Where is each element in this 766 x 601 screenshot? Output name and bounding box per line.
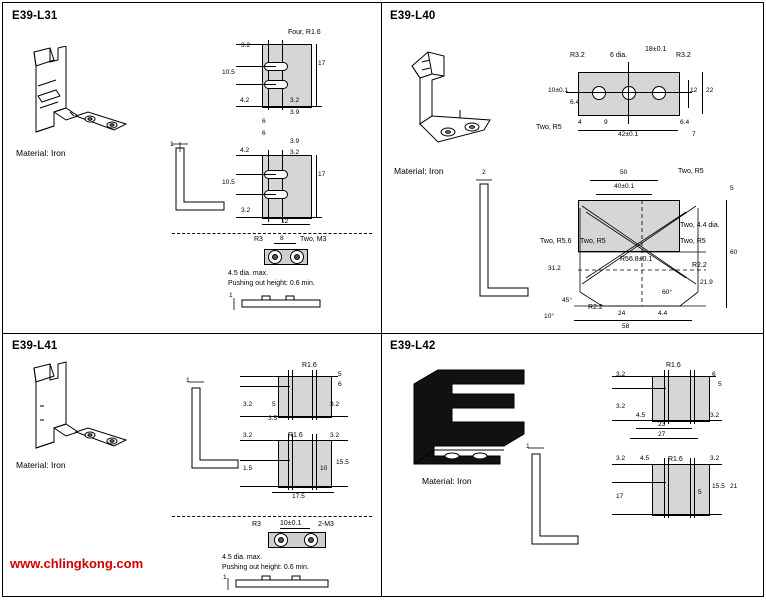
- side-view-e39-l41: [178, 378, 248, 478]
- plate-top-centerline2-e39-l31: [282, 40, 283, 110]
- pin-bot-1-e39-l41: [288, 434, 289, 490]
- note-two-44dia-e39-l40: Two, 4.4 dia.: [680, 222, 720, 229]
- border-middle-vertical: [381, 2, 382, 597]
- dim-e39-l40-22: 22: [706, 87, 714, 94]
- dim-e39-l42-45-b: 4.5: [640, 455, 650, 462]
- dim-e39-l31-17-top: 17: [318, 60, 326, 67]
- ext-bot-c-e39-l41: [240, 486, 348, 487]
- boss-side-view-e39-l31: [228, 292, 328, 316]
- dim-e39-l40-50: 50: [620, 169, 628, 176]
- dim-e39-l31-42-bot: 4.2: [240, 147, 250, 154]
- dim-e39-l42-6: 6: [712, 371, 716, 378]
- note-6dia-e39-l40: 6 dia.: [610, 52, 628, 59]
- dim-e39-l41-10: 10: [320, 465, 328, 472]
- boss-side-view-e39-l41: [222, 574, 332, 596]
- dim-e39-l42-side-1: 1: [526, 443, 530, 450]
- note-r22-right-e39-l40: R2.2: [692, 262, 707, 269]
- dim-e39-l41-5-a: 5: [272, 401, 276, 408]
- separator-dashed-e39-l31: [172, 233, 372, 234]
- pin-top-4-e39-l42: [694, 370, 695, 424]
- dim-e39-l41-32-d: 3.2: [330, 432, 340, 439]
- dim-e39-l41-6: 6: [338, 381, 342, 388]
- note-two-r5-bottom-e39-l40: Two, R5: [536, 124, 562, 131]
- material-label-e39-l31: Material: Iron: [16, 148, 66, 158]
- quadrant-title-e39-l40: E39-L40: [390, 10, 436, 22]
- border-right: [763, 2, 764, 597]
- ext-top-a-e39-l41: [240, 376, 338, 377]
- dimline-22-e39-l40: [702, 72, 703, 114]
- plate-bottom-e39-l41: [278, 440, 332, 488]
- dim-e39-l42-32-c: 3.2: [710, 412, 720, 419]
- ext-bot-b-e39-l41: [240, 460, 290, 461]
- dim-e39-l42-32-d: 3.2: [616, 455, 626, 462]
- watermark: www.chlingkong.com: [10, 556, 144, 571]
- dim-e39-l41-155: 15.5: [336, 459, 349, 466]
- dim-e39-l31-side-1: 1: [170, 141, 174, 148]
- dim-e39-l41-boss-1: 1: [223, 574, 227, 581]
- hole-right-e39-l40: [652, 86, 666, 100]
- dim-e39-l42-17: 17: [616, 493, 624, 500]
- material-label-e39-l40: Material: Iron: [394, 166, 444, 176]
- ext-bot-b-e39-l42: [612, 482, 666, 483]
- note-10pm01-e39-l41: 10±0.1: [280, 520, 302, 527]
- dim-e39-l42-32-b: 3.2: [616, 403, 626, 410]
- note-two-r5-top-e39-l40: Two, R5: [678, 168, 704, 175]
- dim-e39-l40-10: 10±0.1: [548, 87, 569, 94]
- pin-bot-1-e39-l42: [664, 458, 665, 518]
- dim-e39-l42-21: 21: [730, 483, 738, 490]
- border-middle-horizontal: [2, 333, 764, 334]
- pin-bot-2-e39-l42: [668, 458, 669, 518]
- note-45dia-e39-l31: 4.5 dia. max.: [228, 270, 269, 277]
- dimline-50-e39-l40: [590, 180, 658, 181]
- dim-e39-l40-12: 12: [690, 87, 698, 94]
- dim-e39-l40-219: 21.9: [700, 279, 713, 286]
- dim-e39-l31-105-bot: 10.5: [222, 179, 235, 186]
- note-r3-e39-l41: R3: [252, 521, 261, 528]
- dim-e39-l42-32-e: 3.2: [710, 455, 720, 462]
- hole-center-e39-l40: [622, 86, 636, 100]
- dim-e39-l31-17-bot: 17: [318, 171, 326, 178]
- note-two-r56-e39-l40: Two, R5.6: [540, 238, 572, 245]
- ext-top-c-e39-l41: [240, 416, 348, 417]
- ext-bot-c-e39-l42: [612, 514, 722, 515]
- border-top: [2, 2, 764, 3]
- pin-bot-4-e39-l41: [316, 434, 317, 490]
- pin-top-4-e39-l41: [316, 370, 317, 420]
- plate-top-e39-l42: [652, 376, 710, 422]
- dim-e39-l31-8: 8: [280, 235, 284, 242]
- dim-e39-l40-7: 7: [692, 131, 696, 138]
- ext-line-bot-e39-l31-d: [236, 217, 322, 218]
- dim-e39-l31-39-bot: 3.9: [290, 138, 300, 145]
- quadrant-title-e39-l41: E39-L41: [12, 340, 58, 352]
- ext-line-bot-e39-l31-a: [236, 155, 312, 156]
- dim-e39-l40-42: 42±0.1: [618, 131, 639, 138]
- bracket-iso-e39-l41: [14, 360, 144, 456]
- pin-bot-2-e39-l41: [292, 434, 293, 490]
- pin-top-1-e39-l42: [664, 370, 665, 424]
- ext-top-b-e39-l42: [612, 388, 666, 389]
- hole-left-e39-l40: [592, 86, 606, 100]
- dim-e39-l42-5: 5: [718, 381, 722, 388]
- plate-top-e39-l31: [262, 44, 312, 108]
- dim-e39-l40-4: 4: [578, 119, 582, 126]
- plate-top-e39-l41: [278, 376, 332, 418]
- dim-e39-l31-6-top: 6: [262, 118, 266, 125]
- dim-e39-l40-44: 4.4: [658, 310, 668, 317]
- dim-e39-l41-175: 17.5: [292, 493, 305, 500]
- pin-top-1-e39-l41: [288, 370, 289, 420]
- pin-top-2-e39-l42: [668, 370, 669, 424]
- note-r16-bot-e39-l42: R1.6: [668, 456, 683, 463]
- note-pushout-e39-l41: Pushing out height: 0.6 min.: [222, 564, 309, 571]
- dim-e39-l40-10deg: 10°: [544, 313, 554, 320]
- bracket-iso-e39-l40: [398, 46, 518, 156]
- plate-top-centerline-e39-l31: [268, 40, 269, 110]
- pin-top-3-e39-l42: [690, 370, 691, 424]
- ext-line-top-e39-l31-b: [236, 66, 276, 67]
- dim-e39-l40-64-a: 6.4: [570, 99, 580, 106]
- boss-hole-2-inner-e39-l41: [308, 537, 314, 543]
- dim-e39-l40-9: 9: [604, 119, 608, 126]
- dim-e39-l40-58: 58: [622, 323, 630, 330]
- dim-e39-l41-32-a: 3.2: [243, 401, 253, 408]
- dim-e39-l41-side-1: 1: [186, 377, 190, 384]
- dim-e39-l40-40: 40±0.1: [614, 183, 635, 190]
- ext-line-top-e39-l31-d: [236, 106, 322, 107]
- note-two-r5-lowright-e39-l40: Two, R5: [680, 238, 706, 245]
- ext-top-b-e39-l41: [240, 386, 290, 387]
- dimline-bot-17-e39-l31: [316, 155, 317, 217]
- note-r16-top-e39-l41: R1.6: [302, 362, 317, 369]
- dim-e39-l31-105-top: 10.5: [222, 69, 235, 76]
- note-45dia-e39-l41: 4.5 dia. max.: [222, 554, 263, 561]
- dim-e39-l41-32-b: 3.2: [330, 401, 340, 408]
- note-four-r16-e39-l31: Four, R1.6: [288, 29, 321, 36]
- dim-e39-l40-312: 31.2: [548, 265, 561, 272]
- dim-e39-l41-32-c: 3.2: [243, 432, 253, 439]
- separator-dashed-e39-l41: [172, 516, 372, 517]
- side-view-e39-l42: [518, 444, 588, 554]
- dim-e39-l42-5-b: 5: [698, 489, 702, 496]
- plate-bottom-centerline-e39-l31: [268, 150, 269, 222]
- note-pushout-e39-l31: Pushing out height: 0.6 min.: [228, 280, 315, 287]
- boss-hole-1-inner-e39-l41: [278, 537, 284, 543]
- dim-e39-l40-60: 60: [730, 249, 738, 256]
- dim-e39-l40-64-b: 6.4: [680, 119, 690, 126]
- material-label-e39-l41: Material: Iron: [16, 460, 66, 470]
- dim-e39-l31-12: 12: [281, 218, 289, 225]
- boss-hole-1-inner-e39-l31: [272, 254, 278, 260]
- dim-e39-l42-45-a: 4.5: [636, 412, 646, 419]
- dimline-58-e39-l40: [574, 320, 692, 321]
- note-2m3-e39-l41: 2-M3: [318, 521, 334, 528]
- dim-e39-l40-2: 2: [482, 169, 486, 176]
- dim-e39-l42-155: 15.5: [712, 483, 725, 490]
- centerline-h-e39-l40: [566, 92, 692, 93]
- dim-e39-l31-32-bot-b: 3.2: [241, 207, 251, 214]
- note-r22-low-e39-l40: R2.2: [588, 304, 603, 311]
- pin-top-3-e39-l41: [312, 370, 313, 420]
- bracket-iso-e39-l31: [14, 46, 144, 142]
- quadrant-title-e39-l31: E39-L31: [12, 10, 58, 22]
- note-r3-e39-l31: R3: [254, 236, 263, 243]
- side-view-e39-l40: [466, 176, 536, 306]
- ext-bot-a-e39-l42: [612, 464, 722, 465]
- note-r32-left-e39-l40: R3.2: [570, 52, 585, 59]
- quadrant-title-e39-l42: E39-L42: [390, 340, 436, 352]
- note-18-e39-l40: 18±0.1: [645, 46, 667, 53]
- ext-line-bot-e39-l31-c: [236, 194, 276, 195]
- dim-e39-l41-35: 3.5: [268, 415, 278, 422]
- boss-hole-2-inner-e39-l31: [294, 254, 300, 260]
- dim-e39-l40-5: 5: [730, 185, 734, 192]
- note-r16-top-e39-l42: R1.6: [666, 362, 681, 369]
- border-bottom: [2, 596, 764, 597]
- material-label-e39-l42: Material: Iron: [422, 476, 472, 486]
- dimline-60-e39-l40: [726, 200, 727, 308]
- dim-e39-l31-42-top: 4.2: [240, 97, 250, 104]
- dim-e39-l41-5-b: 5: [338, 371, 342, 378]
- note-r32-right-e39-l40: R3.2: [676, 52, 691, 59]
- note-two-m3-e39-l31: Two, M3: [300, 236, 327, 243]
- pin-bot-3-e39-l42: [690, 458, 691, 518]
- pin-bot-4-e39-l42: [694, 458, 695, 518]
- dimline-40-e39-l40: [596, 194, 652, 195]
- dim-e39-l31-39-top: 3.9: [290, 109, 300, 116]
- ext-line-bot-e39-l31-b: [236, 174, 276, 175]
- dim-e39-l31-32-bot: 3.2: [290, 149, 300, 156]
- note-r568-e39-l40: R56.8±0.1: [620, 256, 653, 263]
- dim-e39-l40-24: 24: [618, 310, 626, 317]
- pin-bot-3-e39-l41: [312, 434, 313, 490]
- dim-e39-l31-32-top: 3.2: [241, 42, 251, 49]
- ext-line-top-e39-l31-c: [236, 84, 276, 85]
- dimline-12-e39-l40: [688, 80, 689, 108]
- note-r16-bot-e39-l41: R1.6: [288, 432, 303, 439]
- ext-top-c-e39-l42: [612, 420, 722, 421]
- dimline-top-17-e39-l31: [316, 44, 317, 106]
- plate-bottom-centerline2-e39-l31: [282, 150, 283, 222]
- note-two-r5-mid-e39-l40: Two, R5: [580, 238, 606, 245]
- dim-e39-l42-23: 23: [658, 421, 666, 428]
- dim-e39-l42-27: 27: [658, 431, 666, 438]
- dim-e39-l31-32-top-b: 3.2: [290, 97, 300, 104]
- centerline-v-e39-l40: [628, 62, 629, 124]
- plate-bottom-e39-l31: [262, 155, 312, 219]
- pin-top-2-e39-l41: [292, 370, 293, 420]
- dim-e39-l41-15: 1.5: [243, 465, 253, 472]
- dim-e39-l31-6-bot: 6: [262, 130, 266, 137]
- ext-top-a-e39-l42: [612, 376, 716, 377]
- dim-e39-l42-32-a: 3.2: [616, 371, 626, 378]
- dim-e39-l40-60deg: 60°: [662, 289, 672, 296]
- dim-e39-l40-45deg: 45°: [562, 297, 572, 304]
- border-left: [2, 2, 3, 597]
- boss-dimline-8-e39-l31: [274, 243, 296, 244]
- dim-e39-l31-boss-1: 1: [229, 292, 233, 299]
